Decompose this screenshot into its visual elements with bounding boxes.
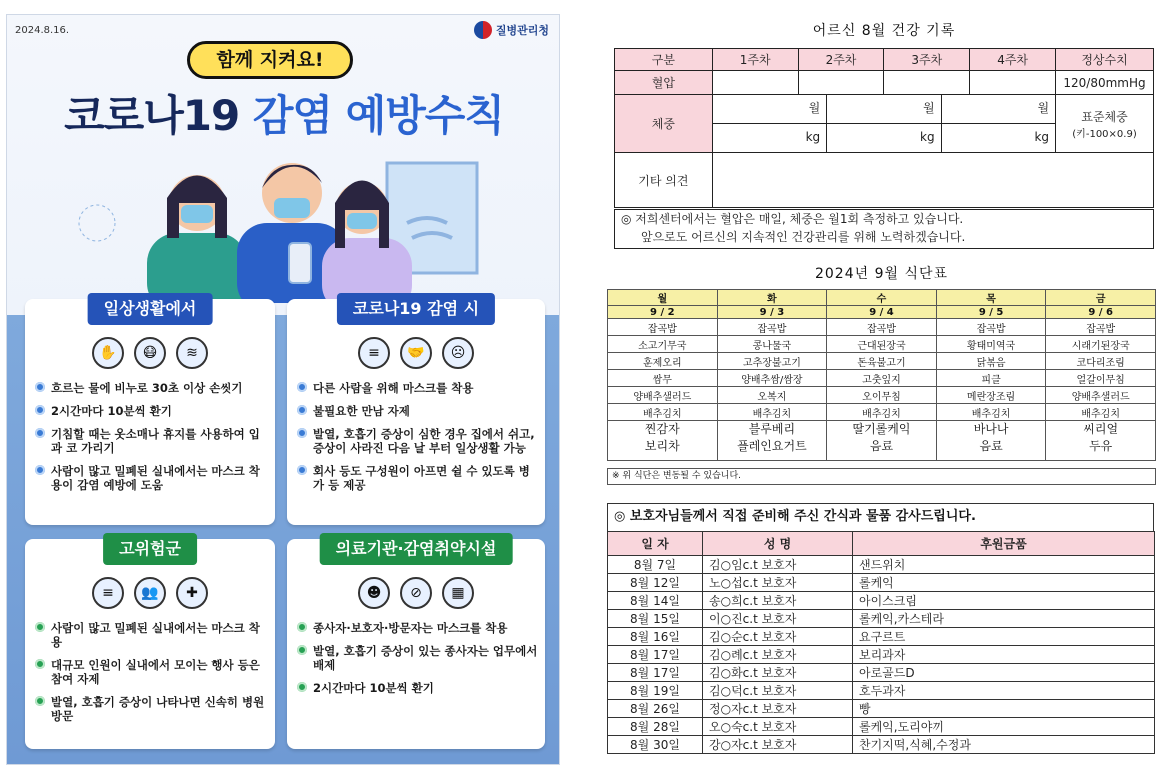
list-item: 다른 사람을 위해 마스크를 착용	[297, 381, 539, 395]
table-row	[608, 610, 1155, 628]
menu-date: 9 / 2	[608, 306, 718, 319]
menu-cell: 코다리조림	[1046, 353, 1156, 370]
poster-title	[7, 83, 560, 143]
menu-cell: 배추김치	[827, 404, 937, 421]
card-infected-list	[297, 381, 539, 501]
menu-title: 2024년 9월 식단표	[814, 266, 949, 282]
card-daily	[25, 299, 275, 525]
snack-cell	[936, 421, 1046, 461]
donation-item: 롤케익,도리야끼	[853, 718, 1155, 736]
table-row	[608, 556, 1155, 574]
list-item: 2시간마다 10분씩 환기	[297, 681, 539, 695]
menu-cell: 잡곡밥	[717, 319, 827, 336]
menu-day: 목	[936, 290, 1046, 306]
table-row	[608, 682, 1155, 700]
ventilation-icon: ≋	[176, 337, 208, 369]
health-note-1: ◎ 저희센터에서는 혈압은 매일, 체중은 월1회 측정하고 있습니다.	[621, 212, 964, 226]
weight-month-1: 월	[713, 95, 827, 123]
std-weight	[1056, 95, 1154, 153]
menu-cell: 배추김치	[717, 404, 827, 421]
poster-title-b: 감염 예방수칙	[252, 91, 504, 140]
menu-cell: 얼갈이무침	[1046, 370, 1156, 387]
snack-item: 바나나	[973, 422, 1009, 436]
donation-item: 호두과자	[853, 682, 1155, 700]
snack-item: 두유	[1089, 439, 1113, 453]
donation-item: 샌드위치	[853, 556, 1155, 574]
snack-cell	[827, 421, 937, 461]
menu-cell: 훈제오리	[608, 353, 718, 370]
menu-cell: 양배추쌈/쌈장	[717, 370, 827, 387]
handwash-icon: ✋	[92, 337, 124, 369]
donor-name: 김○화c.t 보호자	[703, 664, 853, 682]
card-infected	[287, 299, 545, 525]
donation-item: 찬기지떡,식혜,수정과	[853, 736, 1155, 754]
donation-date: 8월 16일	[608, 628, 703, 646]
menu-day: 수	[827, 290, 937, 306]
list-item: 발열, 호흡기 증상이 나타나면 신속히 병원 방문	[35, 695, 269, 723]
people-illustration	[57, 143, 517, 303]
th-date: 일 자	[608, 532, 703, 556]
poster-date: 2024.8.16.	[15, 25, 70, 36]
menu-cell: 양배추샐러드	[1046, 387, 1156, 404]
menu-cell: 돈육불고기	[827, 353, 937, 370]
menu-cell: 잡곡밥	[608, 319, 718, 336]
weight-month-2: 월	[827, 95, 941, 123]
list-item: 회사 등도 구성원이 아프면 쉴 수 있도록 병가 등 제공	[297, 464, 539, 492]
crowd-icon: 👥	[134, 577, 166, 609]
card-daily-list	[35, 381, 269, 501]
weight-kg-1: kg	[713, 124, 827, 152]
menu-cell: 쌈무	[608, 370, 718, 387]
card-facility	[287, 539, 545, 749]
donor-name: 김○례c.t 보호자	[703, 646, 853, 664]
menu-cell: 오이무침	[827, 387, 937, 404]
list-item: 발열, 호흡기 증상이 심한 경우 집에서 쉬고, 증상이 사라진 다음 날 부터 일상생활 가능	[297, 427, 539, 455]
donation-date: 8월 17일	[608, 664, 703, 682]
mask-icon: ≡	[358, 337, 390, 369]
menu-date: 9 / 6	[1046, 306, 1156, 319]
health-table	[614, 48, 1154, 208]
menu-cell: 소고기무국	[608, 336, 718, 353]
donation-item: 롤케익,카스테라	[853, 610, 1155, 628]
sick-person-icon: ☹	[442, 337, 474, 369]
donation-item: 요구르트	[853, 628, 1155, 646]
donation-date: 8월 28일	[608, 718, 703, 736]
menu-cell: 닭볶음	[936, 353, 1046, 370]
donor-name: 오○숙c.t 보호자	[703, 718, 853, 736]
snack-cell	[717, 421, 827, 461]
menu-date: 9 / 4	[827, 306, 937, 319]
th-name: 성 명	[703, 532, 853, 556]
snack-cell	[608, 421, 718, 461]
th-week1: 1주차	[712, 49, 798, 71]
donor-name: 김○임c.t 보호자	[703, 556, 853, 574]
th-normal: 정상수치	[1056, 49, 1154, 71]
menu-cell: 오복지	[717, 387, 827, 404]
donor-name: 강○자c.t 보호자	[703, 736, 853, 754]
card-highrisk-head: 고위험군	[103, 533, 197, 565]
donation-date: 8월 30일	[608, 736, 703, 754]
donation-table	[607, 531, 1155, 754]
thanks-title: ◎ 보호자님들께서 직접 준비해 주신 간식과 물품 감사드립니다.	[607, 503, 1154, 531]
bp-normal: 120/80mmHg	[1056, 71, 1154, 95]
mask-icon: 😷	[134, 337, 166, 369]
card-infected-head: 코로나19 감염 시	[337, 293, 495, 325]
donation-item: 보리과자	[853, 646, 1155, 664]
donor-name: 김○덕c.t 보호자	[703, 682, 853, 700]
taegeuk-icon	[474, 21, 492, 39]
menu-day: 금	[1046, 290, 1156, 306]
list-item: 2시간마다 10분씩 환기	[35, 404, 269, 418]
window-icon: ▦	[442, 577, 474, 609]
list-item: 흐르는 물에 비누로 30초 이상 손씻기	[35, 381, 269, 395]
donation-date: 8월 17일	[608, 646, 703, 664]
list-item: 발열, 호흡기 증상이 있는 종사자는 업무에서 배제	[297, 644, 539, 672]
menu-cell: 메란장조림	[936, 387, 1046, 404]
th-week3: 3주차	[884, 49, 970, 71]
menu-cell: 잡곡밥	[936, 319, 1046, 336]
list-item: 기침할 때는 옷소매나 휴지를 사용하여 입과 코 가리기	[35, 427, 269, 455]
poster-title-a: 코로나19	[64, 91, 240, 140]
th-category: 구분	[615, 49, 713, 71]
covid-poster	[6, 14, 560, 765]
agency-logo	[474, 21, 549, 39]
menu-cell: 근대된장국	[827, 336, 937, 353]
snack-item: 음료	[979, 439, 1003, 453]
table-row	[608, 646, 1155, 664]
menu-cell: 배추김치	[1046, 404, 1156, 421]
menu-cell: 고춧잎지	[827, 370, 937, 387]
donation-date: 8월 14일	[608, 592, 703, 610]
menu-cell: 고추장불고기	[717, 353, 827, 370]
donation-date: 8월 26일	[608, 700, 703, 718]
table-row	[608, 718, 1155, 736]
handshake-icon: 🤝	[400, 337, 432, 369]
donation-date: 8월 15일	[608, 610, 703, 628]
std-weight-label: 표준체중	[1081, 109, 1128, 124]
menu-day: 화	[717, 290, 827, 306]
menu-note: ※ 위 식단은 변동될 수 있습니다.	[607, 468, 1156, 485]
menu-date: 9 / 3	[717, 306, 827, 319]
card-highrisk-list	[35, 621, 269, 732]
table-row	[608, 574, 1155, 592]
other-label: 기타 의견	[615, 153, 713, 208]
hospital-icon: ✚	[176, 577, 208, 609]
donor-name: 김○순c.t 보호자	[703, 628, 853, 646]
donation-item: 롤케익	[853, 574, 1155, 592]
card-highrisk	[25, 539, 275, 749]
weight-month-3: 월	[1037, 101, 1050, 115]
snack-item: 딸기롤케익	[852, 422, 911, 436]
poster-slogan: 함께 지켜요!	[187, 41, 353, 79]
health-note	[614, 209, 1154, 249]
list-item: 불필요한 만남 자제	[297, 404, 539, 418]
table-row	[608, 628, 1155, 646]
menu-table	[607, 289, 1156, 461]
weight-kg-2: kg	[827, 124, 941, 152]
menu-cell: 양배추샐러드	[608, 387, 718, 404]
donor-name: 노○섭c.t 보호자	[703, 574, 853, 592]
other-value	[712, 153, 1153, 208]
card-facility-head: 의료기관·감염취약시설	[320, 533, 513, 565]
table-row	[608, 700, 1155, 718]
snack-item: 음료	[869, 439, 894, 453]
std-weight-formula: (키-100×0.9)	[1072, 128, 1137, 140]
donor-name: 송○희c.t 보호자	[703, 592, 853, 610]
list-item: 대규모 인원이 실내에서 모이는 행사 등은 참여 자제	[35, 658, 269, 686]
menu-cell: 배추김치	[936, 404, 1046, 421]
snack-item: 블루베리	[748, 422, 796, 436]
donation-item: 빵	[853, 700, 1155, 718]
weight-label: 체중	[615, 95, 713, 153]
th-week2: 2주차	[798, 49, 884, 71]
list-item: 사람이 많고 밀폐된 실내에서는 마스크 착용	[35, 621, 269, 649]
health-title: 어르신 8월 건강 기록	[812, 23, 956, 39]
menu-cell: 잡곡밥	[827, 319, 937, 336]
card-facility-list	[297, 621, 539, 704]
menu-cell: 배추김치	[608, 404, 718, 421]
menu-cell: 황태미역국	[936, 336, 1046, 353]
list-item: 사람이 많고 밀폐된 실내에서는 마스크 착용이 감염 예방에 도움	[35, 464, 269, 492]
menu-cell: 콩나물국	[717, 336, 827, 353]
card-daily-head: 일상생활에서	[88, 293, 213, 325]
menu-cell: 피클	[936, 370, 1046, 387]
table-row	[608, 664, 1155, 682]
donation-date: 8월 7일	[608, 556, 703, 574]
snack-cell	[1046, 421, 1156, 461]
th-item: 후원금품	[853, 532, 1155, 556]
masked-person-icon: ☻	[358, 577, 390, 609]
menu-cell: 시래기된장국	[1046, 336, 1156, 353]
donation-date: 8월 19일	[608, 682, 703, 700]
menu-cell: 잡곡밥	[1046, 319, 1156, 336]
agency-name: 질병관리청	[495, 24, 549, 37]
table-row	[608, 592, 1155, 610]
th-week4: 4주차	[970, 49, 1056, 71]
snack-item: 플레인요거트	[737, 439, 807, 453]
donor-name: 이○진c.t 보호자	[703, 610, 853, 628]
donor-name: 정○자c.t 보호자	[703, 700, 853, 718]
donation-item: 아로골드D	[853, 664, 1155, 682]
menu-day: 월	[608, 290, 718, 306]
no-entry-icon: ⊘	[400, 577, 432, 609]
list-item: 종사자·보호자·방문자는 마스크를 착용	[297, 621, 539, 635]
snack-item: 찐감자	[644, 422, 680, 436]
bp-label: 혈압	[615, 71, 713, 95]
menu-date: 9 / 5	[936, 306, 1046, 319]
table-row	[608, 736, 1155, 754]
donation-item: 아이스크림	[853, 592, 1155, 610]
mask-icon: ≡	[92, 577, 124, 609]
donation-date: 8월 12일	[608, 574, 703, 592]
snack-item: 보리차	[644, 439, 680, 453]
health-note-2: 앞으로도 어르신의 지속적인 건강관리를 위해 노력하겠습니다.	[641, 230, 966, 244]
weight-kg-3: kg	[1034, 130, 1050, 144]
snack-item: 씨리얼	[1083, 422, 1119, 436]
